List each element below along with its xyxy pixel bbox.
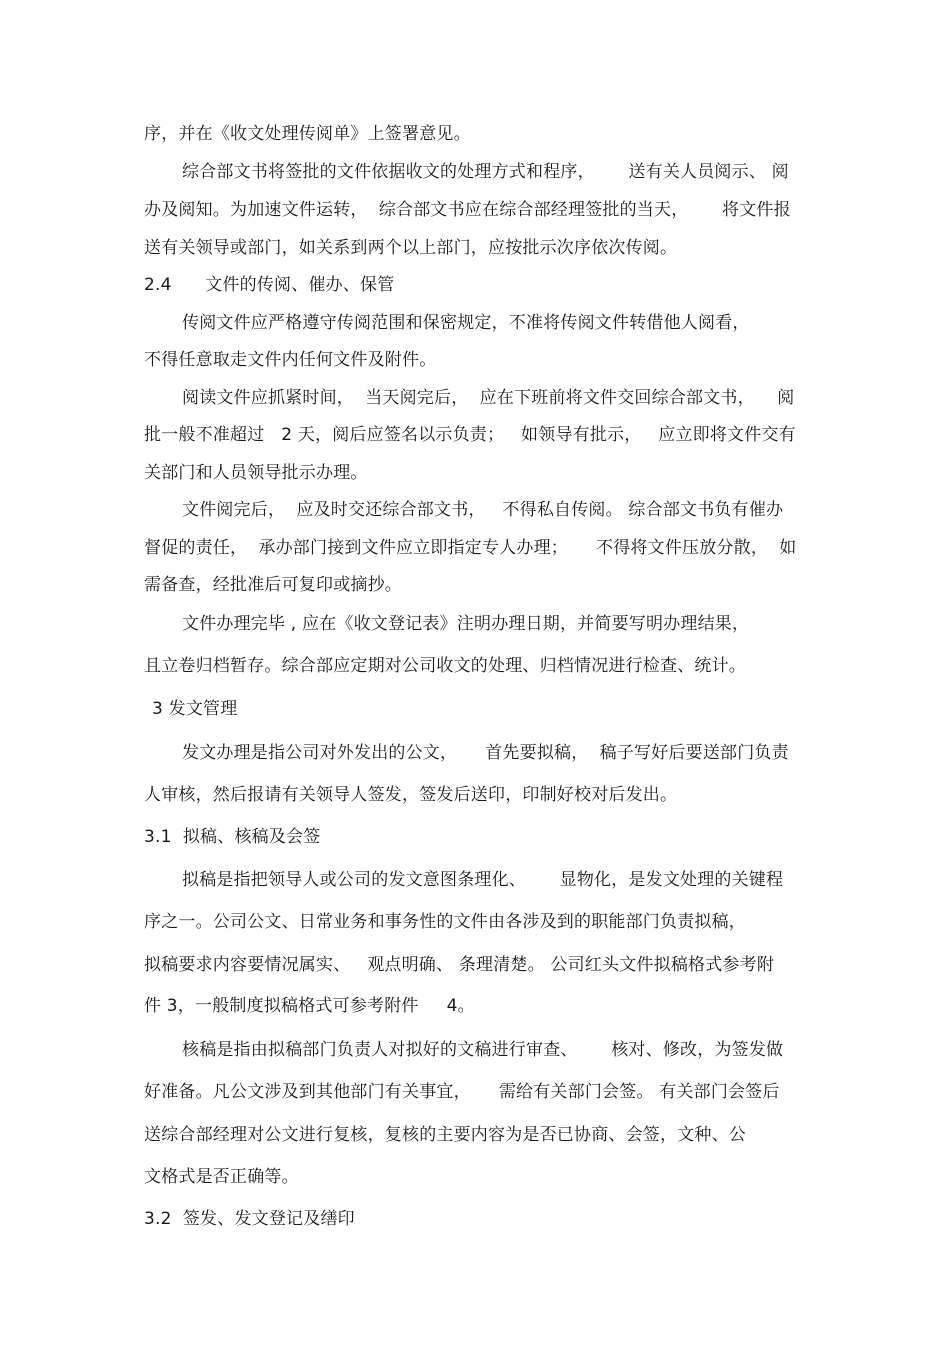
paragraph-line: 阅读文件应抓紧时间， 当天阅完后， 应在下班前将文件交回综合部文书， 阅 <box>182 388 795 408</box>
paragraph-line: 件 3，一般制度拟稿格式可参考附件 4。 <box>144 996 475 1016</box>
section-heading: 2.4 文件的传阅、催办、保管 <box>144 275 395 295</box>
paragraph-line: 文件阅完后， 应及时交还综合部文书， 不得私自传阅。 综合部文书负有催办 <box>182 500 784 520</box>
paragraph-line: 序之一。公司公文、日常业务和事务性的文件由各涉及到的职能部门负责拟稿， <box>144 912 746 932</box>
paragraph-line: 拟稿是指把领导人或公司的发文意图条理化、 显物化，是发文处理的关键程 <box>182 870 784 890</box>
paragraph-line: 拟稿要求内容要情况属实、 观点明确、 条理清楚。 公司红头文件拟稿格式参考附 <box>144 955 775 975</box>
paragraph-line: 文件办理完毕 , 应在《收文登记表》注明办理日期，并简要写明办理结果， <box>182 614 750 634</box>
section-heading: 3 发文管理 <box>152 699 238 719</box>
paragraph-line: 文格式是否正确等。 <box>144 1167 299 1187</box>
paragraph-line: 督促的责任， 承办部门接到文件应立即指定专人办理； 不得将文件压放分散， 如 <box>144 538 797 558</box>
paragraph-line: 关部门和人员领导批示办理。 <box>144 463 368 483</box>
section-heading: 3.2 签发、发文登记及缮印 <box>144 1209 355 1229</box>
paragraph-line: 需备查，经批准后可复印或摘抄。 <box>144 575 402 595</box>
paragraph-line: 综合部文书将签批的文件依据收文的处理方式和程序， 送有关人员阅示、 阅 <box>182 162 789 182</box>
section-heading: 3.1 拟稿、核稿及会签 <box>144 827 321 847</box>
paragraph-line: 批一般不准超过 2 天，阅后应签名以示负责； 如领导有批示， 应立即将文件交有 <box>144 425 796 445</box>
paragraph-line: 人审核，然后报请有关领导人签发，签发后送印，印制好校对后发出。 <box>144 785 678 805</box>
paragraph-line: 送综合部经理对公文进行复核，复核的主要内容为是否已协商、会签，文种、公 <box>144 1125 746 1145</box>
paragraph-line: 且立卷归档暂存。综合部应定期对公司收文的处理、归档情况进行检查、统计。 <box>144 656 746 676</box>
paragraph-line: 不得任意取走文件内任何文件及附件。 <box>144 350 437 370</box>
paragraph-line: 核稿是指由拟稿部门负责人对拟好的文稿进行审查、 核对、修改，为签发做 <box>182 1040 784 1060</box>
paragraph-line: 序，并在《收文处理传阅单》上签署意见。 <box>144 124 471 144</box>
paragraph-line: 办及阅知。为加速文件运转， 综合部文书应在综合部经理签批的当天， 将文件报 <box>144 200 791 220</box>
paragraph-line: 送有关领导或部门，如关系到两个以上部门，应按批示次序依次传阅。 <box>144 238 678 258</box>
paragraph-line: 好准备。凡公文涉及到其他部门有关事宜， 需给有关部门会签。 有关部门会签后 <box>144 1082 780 1102</box>
paragraph-line: 发文办理是指公司对外发出的公文， 首先要拟稿， 稿子写好后要送部门负责 <box>182 743 789 763</box>
paragraph-line: 传阅文件应严格遵守传阅范围和保密规定，不准将传阅文件转借他人阅看， <box>182 313 750 333</box>
